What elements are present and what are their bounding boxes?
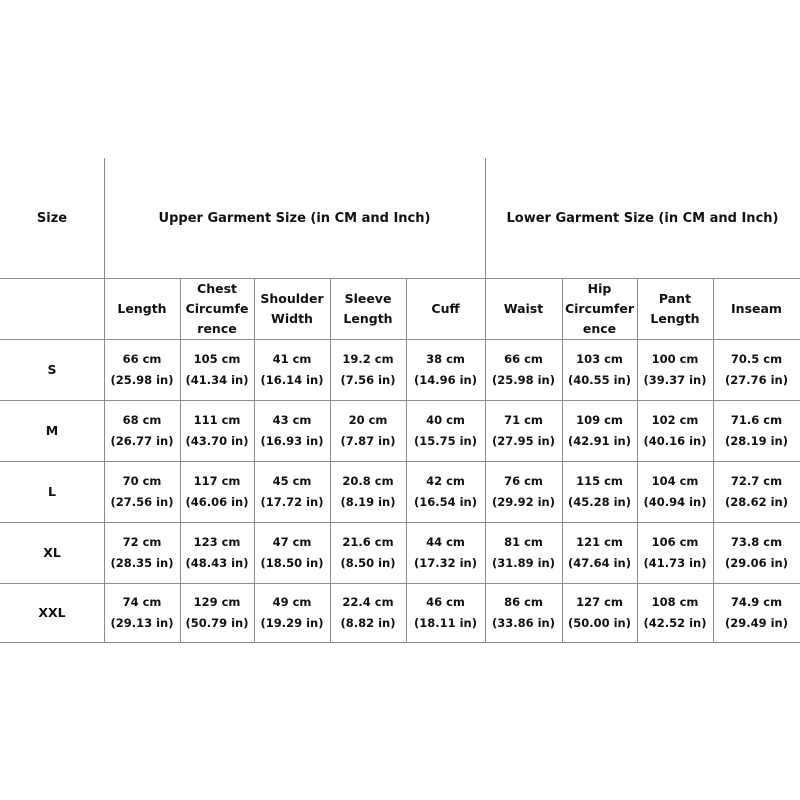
value-inch: (17.32 in) bbox=[413, 555, 478, 570]
measurement-cell bbox=[330, 339, 406, 400]
value-cm: 66 cm bbox=[504, 351, 543, 366]
value-inch: (40.94 in) bbox=[643, 494, 707, 509]
size-header: Size bbox=[36, 210, 68, 226]
value-inch: (8.82 in) bbox=[340, 615, 396, 630]
measurement-cell bbox=[330, 583, 406, 642]
value-inch: (47.64 in) bbox=[567, 555, 632, 570]
value-inch: (31.89 in) bbox=[491, 555, 556, 570]
value-cm: 102 cm bbox=[651, 412, 699, 427]
value-inch: (28.62 in) bbox=[724, 494, 789, 509]
column-header: Cuff bbox=[431, 300, 460, 316]
lower-garment-header: Lower Garment Size (in CM and Inch) bbox=[506, 210, 779, 226]
column-header: Pant Length bbox=[650, 290, 700, 326]
measurement-cell bbox=[406, 400, 485, 461]
value-cm: 100 cm bbox=[651, 351, 699, 366]
value-cm: 68 cm bbox=[122, 412, 162, 427]
value-cm: 123 cm bbox=[193, 534, 241, 549]
column-header: Shoulder Width bbox=[260, 290, 324, 326]
row-divider bbox=[0, 642, 800, 643]
measurement-cell bbox=[180, 522, 254, 583]
value-cm: 111 cm bbox=[193, 412, 241, 427]
value-inch: (46.06 in) bbox=[185, 494, 249, 509]
measurement-cell bbox=[104, 583, 180, 642]
value-inch: (18.50 in) bbox=[260, 555, 324, 570]
measurement-cell bbox=[713, 400, 800, 461]
value-cm: 129 cm bbox=[193, 594, 241, 609]
value-inch: (28.35 in) bbox=[110, 555, 174, 570]
value-inch: (25.98 in) bbox=[110, 372, 174, 387]
measurement-cell bbox=[406, 583, 485, 642]
value-cm: 20 cm bbox=[348, 412, 388, 427]
measurement-cell bbox=[180, 400, 254, 461]
value-cm: 76 cm bbox=[504, 473, 543, 488]
measurement-cell bbox=[406, 339, 485, 400]
value-cm: 22.4 cm bbox=[342, 594, 394, 609]
value-cm: 117 cm bbox=[193, 473, 241, 488]
value-cm: 38 cm bbox=[426, 351, 465, 366]
value-inch: (28.19 in) bbox=[724, 433, 789, 448]
measurement-cell bbox=[562, 461, 637, 522]
value-cm: 127 cm bbox=[576, 594, 623, 609]
value-inch: (27.95 in) bbox=[491, 433, 556, 448]
value-cm: 104 cm bbox=[651, 473, 699, 488]
measurement-cell bbox=[562, 400, 637, 461]
value-inch: (16.93 in) bbox=[260, 433, 324, 448]
measurement-cell bbox=[637, 522, 713, 583]
value-cm: 40 cm bbox=[426, 412, 465, 427]
size-label: XL bbox=[43, 545, 61, 560]
measurement-cell bbox=[713, 583, 800, 642]
value-inch: (39.37 in) bbox=[643, 372, 707, 387]
value-inch: (27.76 in) bbox=[724, 372, 789, 387]
value-inch: (18.11 in) bbox=[413, 615, 478, 630]
measurement-cell bbox=[254, 522, 330, 583]
value-cm: 20.8 cm bbox=[342, 473, 394, 488]
measurement-cell bbox=[485, 339, 562, 400]
value-inch: (17.72 in) bbox=[260, 494, 324, 509]
value-inch: (7.87 in) bbox=[340, 433, 396, 448]
measurement-cell bbox=[562, 583, 637, 642]
size-label: M bbox=[45, 423, 59, 438]
value-inch: (7.56 in) bbox=[340, 372, 396, 387]
value-inch: (48.43 in) bbox=[185, 555, 249, 570]
value-inch: (29.49 in) bbox=[724, 615, 789, 630]
value-inch: (8.19 in) bbox=[340, 494, 396, 509]
value-cm: 109 cm bbox=[576, 412, 623, 427]
measurement-cell bbox=[104, 522, 180, 583]
measurement-cell bbox=[713, 461, 800, 522]
value-cm: 103 cm bbox=[576, 351, 623, 366]
measurement-cell bbox=[254, 400, 330, 461]
column-header: Length bbox=[117, 300, 167, 316]
measurement-cell bbox=[637, 461, 713, 522]
value-cm: 72.7 cm bbox=[730, 473, 783, 488]
measurement-cell bbox=[104, 461, 180, 522]
measurement-cell bbox=[254, 583, 330, 642]
measurement-cell bbox=[637, 339, 713, 400]
measurement-cell bbox=[637, 400, 713, 461]
measurement-cell bbox=[104, 339, 180, 400]
value-cm: 46 cm bbox=[426, 594, 465, 609]
measurement-cell bbox=[330, 522, 406, 583]
upper-garment-header: Upper Garment Size (in CM and Inch) bbox=[158, 210, 431, 226]
value-inch: (41.73 in) bbox=[643, 555, 707, 570]
value-inch: (26.77 in) bbox=[110, 433, 174, 448]
value-cm: 115 cm bbox=[576, 473, 623, 488]
value-inch: (16.14 in) bbox=[260, 372, 324, 387]
value-inch: (16.54 in) bbox=[413, 494, 478, 509]
column-header: Waist bbox=[503, 300, 544, 316]
value-cm: 121 cm bbox=[576, 534, 623, 549]
value-cm: 44 cm bbox=[426, 534, 465, 549]
measurement-cell bbox=[180, 583, 254, 642]
value-inch: (50.79 in) bbox=[185, 615, 249, 630]
value-cm: 108 cm bbox=[651, 594, 699, 609]
value-cm: 105 cm bbox=[193, 351, 241, 366]
measurement-cell bbox=[485, 583, 562, 642]
value-cm: 74.9 cm bbox=[730, 594, 783, 609]
measurement-cell bbox=[180, 339, 254, 400]
value-inch: (50.00 in) bbox=[567, 615, 632, 630]
measurement-cell bbox=[330, 461, 406, 522]
value-inch: (41.34 in) bbox=[185, 372, 249, 387]
value-inch: (8.50 in) bbox=[340, 555, 396, 570]
value-cm: 106 cm bbox=[651, 534, 699, 549]
value-cm: 81 cm bbox=[504, 534, 543, 549]
value-cm: 43 cm bbox=[272, 412, 312, 427]
value-cm: 41 cm bbox=[272, 351, 312, 366]
value-inch: (29.13 in) bbox=[110, 615, 174, 630]
measurement-cell bbox=[713, 522, 800, 583]
value-inch: (42.52 in) bbox=[643, 615, 707, 630]
value-inch: (19.29 in) bbox=[260, 615, 324, 630]
value-cm: 45 cm bbox=[272, 473, 312, 488]
value-cm: 74 cm bbox=[122, 594, 162, 609]
value-cm: 21.6 cm bbox=[342, 534, 394, 549]
value-cm: 70 cm bbox=[122, 473, 162, 488]
value-cm: 19.2 cm bbox=[342, 351, 394, 366]
measurement-cell bbox=[104, 400, 180, 461]
measurement-cell bbox=[406, 522, 485, 583]
value-inch: (40.55 in) bbox=[567, 372, 632, 387]
value-cm: 66 cm bbox=[122, 351, 162, 366]
value-inch: (14.96 in) bbox=[413, 372, 478, 387]
value-inch: (33.86 in) bbox=[491, 615, 556, 630]
value-inch: (42.91 in) bbox=[567, 433, 632, 448]
column-header: Chest Circumfe rence bbox=[185, 280, 249, 336]
measurement-cell bbox=[330, 400, 406, 461]
measurement-cell bbox=[254, 461, 330, 522]
value-inch: (15.75 in) bbox=[413, 433, 478, 448]
measurement-cell bbox=[180, 461, 254, 522]
measurement-cell bbox=[562, 339, 637, 400]
column-header: Inseam bbox=[731, 300, 782, 316]
size-label: L bbox=[48, 484, 56, 499]
measurement-cell bbox=[406, 461, 485, 522]
value-cm: 47 cm bbox=[272, 534, 312, 549]
value-inch: (27.56 in) bbox=[110, 494, 174, 509]
measurement-cell bbox=[713, 339, 800, 400]
value-inch: (45.28 in) bbox=[567, 494, 632, 509]
measurement-cell bbox=[485, 400, 562, 461]
measurement-cell bbox=[562, 522, 637, 583]
value-inch: (40.16 in) bbox=[643, 433, 707, 448]
value-inch: (29.06 in) bbox=[724, 555, 789, 570]
value-inch: (25.98 in) bbox=[491, 372, 556, 387]
value-cm: 72 cm bbox=[122, 534, 162, 549]
size-label: S bbox=[47, 362, 57, 377]
value-cm: 70.5 cm bbox=[730, 351, 783, 366]
value-cm: 42 cm bbox=[426, 473, 465, 488]
value-cm: 73.8 cm bbox=[730, 534, 783, 549]
column-header: Hip Circumfer ence bbox=[564, 280, 635, 336]
measurement-cell bbox=[485, 461, 562, 522]
measurement-cell bbox=[485, 522, 562, 583]
value-cm: 71.6 cm bbox=[730, 412, 783, 427]
value-cm: 49 cm bbox=[272, 594, 312, 609]
measurement-cell bbox=[637, 583, 713, 642]
measurement-cell bbox=[254, 339, 330, 400]
size-label: XXL bbox=[38, 605, 66, 620]
value-cm: 71 cm bbox=[504, 412, 543, 427]
value-inch: (29.92 in) bbox=[491, 494, 556, 509]
value-inch: (43.70 in) bbox=[185, 433, 249, 448]
value-cm: 86 cm bbox=[504, 594, 543, 609]
column-header: Sleeve Length bbox=[343, 290, 393, 326]
